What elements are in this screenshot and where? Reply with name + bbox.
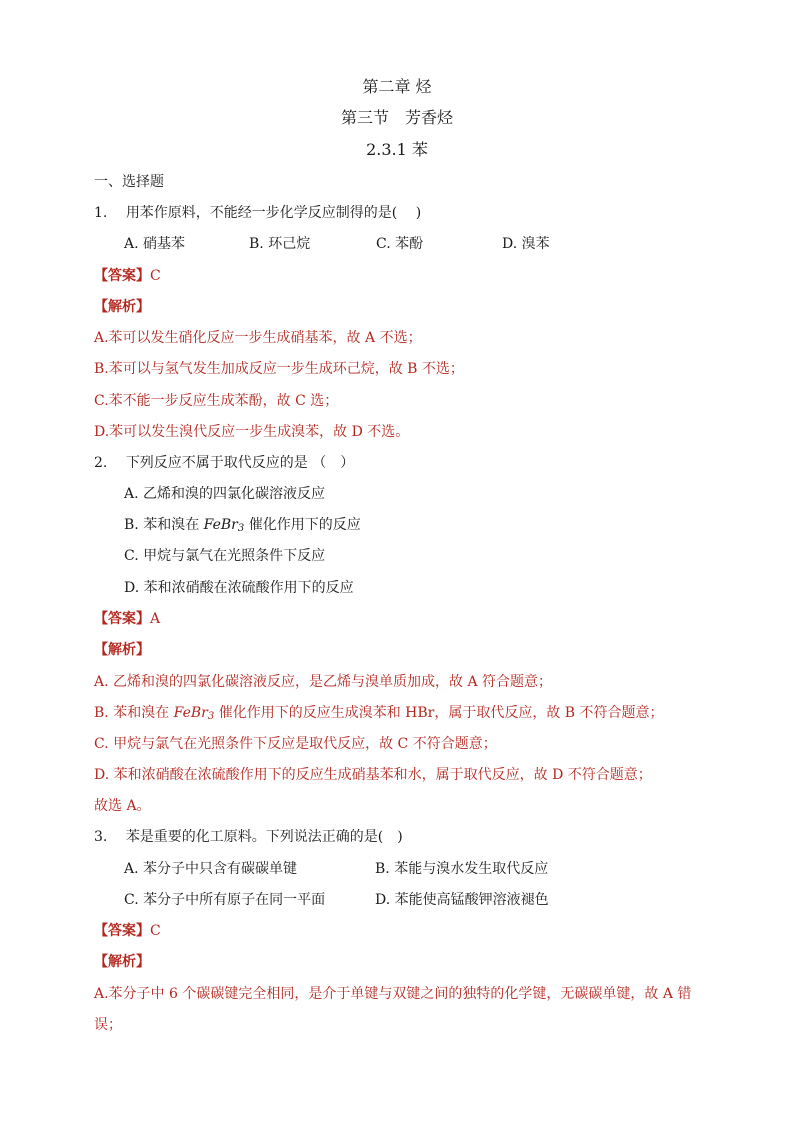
q1-answer (94, 266, 161, 286)
answer-value: C (150, 268, 161, 284)
chapter-title: 第二章 烃 (362, 77, 432, 96)
q2-analysis-label: 【解析】 (94, 642, 150, 658)
q2-answer (94, 609, 160, 629)
q2-analysis-line: D. 苯和浓硝酸在浓硫酸作用下的反应生成硝基苯和水，属于取代反应，故 D 不符合题意； (94, 767, 652, 783)
q3-option-d: D. 苯能使高锰酸钾溶液褪色 (375, 892, 549, 908)
catalyst-formula: FeBr$_3$ (203, 517, 245, 534)
question-number: 3. (94, 829, 108, 845)
question-number: 1. (94, 205, 108, 221)
q1-option-d: D. 溴苯 (502, 236, 550, 252)
q3-option-b: B. 苯能与溴水发生取代反应 (375, 861, 549, 877)
q2-analysis-line: A. 乙烯和溴的四氯化碳溶液反应，是乙烯与溴单质加成，故 A 符合题意； (94, 674, 553, 690)
q1-option-c: C. 苯酚 (376, 236, 424, 252)
q1-analysis-line: D.苯可以发生溴代反应一步生成溴苯，故 D 不选。 (94, 424, 410, 440)
question-1 (94, 203, 421, 223)
q2-option-b: B. 苯和溴在 FeBr$_3$ 催化作用下的反应 (124, 517, 361, 534)
q1-analysis-label: 【解析】 (94, 299, 150, 315)
q2-option-c: C. 甲烷与氯气在光照条件下反应 (124, 548, 326, 564)
answer-value: C (150, 923, 161, 939)
q3-answer (94, 921, 161, 941)
part-title: 一、选择题 (94, 174, 164, 190)
answer-label: 【答案】 (94, 611, 150, 627)
q3-option-c: C. 苯分子中所有原子在同一平面 (124, 892, 326, 908)
section-title: 第三节 芳香烃 (340, 108, 453, 127)
question-3 (94, 827, 403, 847)
question-stem: 下列反应不属于取代反应的是 （ ） (125, 455, 355, 471)
q1-option-b: B. 环己烷 (249, 236, 311, 252)
catalyst-formula: FeBr$_3$ (173, 705, 215, 722)
lesson-title: 2.3.1 苯 (366, 140, 428, 159)
q1-analysis-line: A.苯可以发生硝化反应一步生成硝基苯，故 A 不选； (94, 330, 422, 346)
question-number: 2. (94, 455, 108, 471)
q3-option-a: A. 苯分子中只含有碳碳单键 (124, 861, 298, 877)
q1-analysis-line: B.苯可以与氢气发生加成反应一步生成环己烷，故 B 不选； (94, 361, 464, 377)
q2-analysis-line: B. 苯和溴在 FeBr$_3$ 催化作用下的反应生成溴苯和 HBr，属于取代反应，故 B 不符合题意； (94, 705, 664, 722)
q2-option-d: D. 苯和浓硝酸在浓硫酸作用下的反应 (124, 580, 354, 596)
q3-analysis-line: 误； (94, 1017, 122, 1033)
answer-label: 【答案】 (94, 923, 150, 939)
q2-analysis-line: 故选 A。 (94, 798, 151, 814)
question-2 (94, 453, 354, 473)
q3-analysis-label: 【解析】 (94, 954, 150, 970)
q1-analysis-line: C.苯不能一步反应生成苯酚，故 C 选； (94, 393, 339, 409)
q1-option-a: A. 硝基苯 (124, 236, 186, 252)
question-stem: 苯是重要的化工原料。下列说法正确的是( ) (125, 829, 403, 845)
q3-analysis-line: A.苯分子中 6 个碳碳键完全相同，是介于单键与双键之间的独特的化学键，无碳碳单键，故 A 错 (94, 986, 692, 1002)
q2-option-a: A. 乙烯和溴的四氯化碳溶液反应 (124, 486, 326, 502)
answer-label: 【答案】 (94, 268, 150, 284)
q2-analysis-line: C. 甲烷与氯气在光照条件下反应是取代反应，故 C 不符合题意； (94, 736, 497, 752)
question-stem: 用苯作原料，不能经一步化学反应制得的是( ) (125, 205, 422, 221)
answer-value: A (150, 611, 161, 627)
